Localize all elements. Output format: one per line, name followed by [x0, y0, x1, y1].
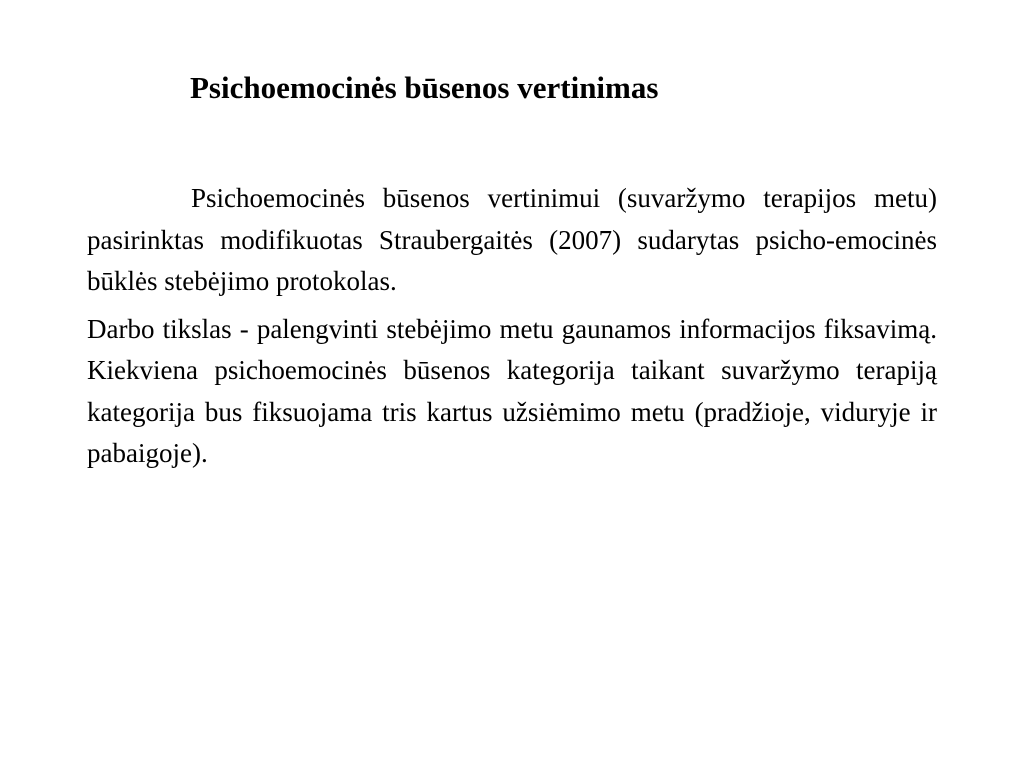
paragraph-method: Psichoemocinės būsenos vertinimui (suvaržymo terapijos metu) pasirinktas modifikuotas Straubergaitės (2007) sudarytas psicho-emocinės būklės stebėjimo protokolas. — [87, 183, 937, 296]
slide-title: Psichoemocinės būsenos vertinimas — [190, 70, 659, 105]
slide-body — [87, 178, 937, 475]
paragraph-aim: Darbo tikslas - palengvinti stebėjimo metu gaunamos informacijos fiksavimą. Kiekviena psichoemocinės būsenos kategorija taikant suvaržymo terapiją kategorija bus fiksuojama tris kartus užsiėmimo metu (pradžioje, viduryje ir pabaigoje). — [87, 313, 937, 468]
